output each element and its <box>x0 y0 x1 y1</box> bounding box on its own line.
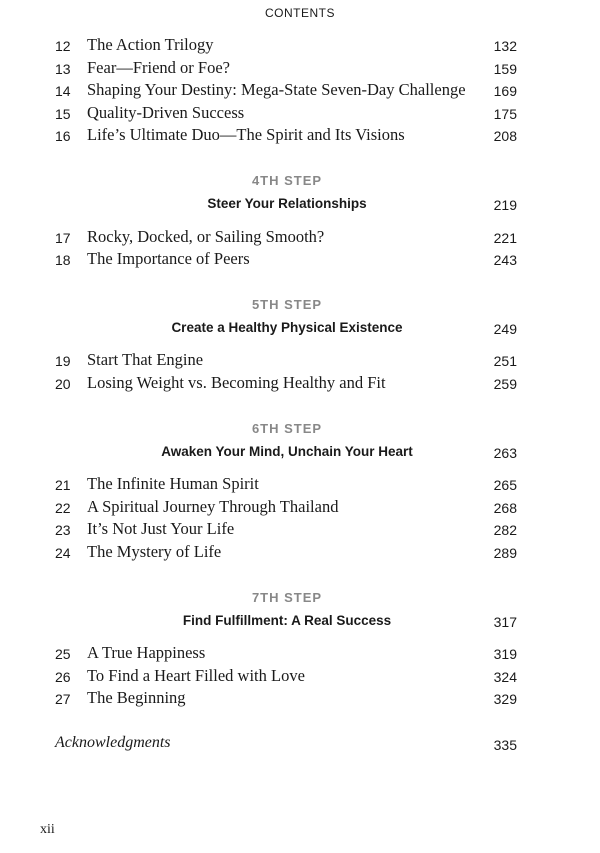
toc-entry[interactable] <box>0 542 600 564</box>
toc-entry[interactable] <box>0 519 600 541</box>
toc-entry[interactable] <box>0 80 600 102</box>
step-label: 7TH STEP <box>251 590 323 605</box>
page-number: 259 <box>493 376 517 392</box>
page-number: 132 <box>493 38 517 54</box>
part-heading[interactable] <box>0 442 600 464</box>
page-number: 219 <box>493 197 517 213</box>
step-label: 6TH STEP <box>251 421 323 436</box>
toc-entry[interactable] <box>0 643 600 665</box>
toc-entry[interactable] <box>0 350 600 372</box>
toc-entry[interactable] <box>0 373 600 395</box>
chapter-title: Fear—Friend or Foe? <box>87 58 230 77</box>
part-title: Awaken Your Mind, Unchain Your Heart <box>161 444 413 459</box>
chapter-number: 25 <box>55 646 71 662</box>
chapter-number: 13 <box>55 61 71 77</box>
page-number: 329 <box>493 691 517 707</box>
page-number: 319 <box>493 646 517 662</box>
part-heading[interactable] <box>0 194 600 216</box>
chapter-number: 24 <box>55 545 71 561</box>
chapter-number: 15 <box>55 106 71 122</box>
chapter-title: Shaping Your Destiny: Mega-State Seven-Day Challenge <box>87 80 466 99</box>
part-title: Find Fulfillment: A Real Success <box>182 613 392 628</box>
chapter-number: 27 <box>55 691 71 707</box>
toc-entry[interactable] <box>0 688 600 710</box>
page-number: 335 <box>493 737 517 753</box>
chapter-number: 12 <box>55 38 71 54</box>
page-number: 251 <box>493 353 517 369</box>
chapter-title: The Importance of Peers <box>87 249 250 268</box>
running-head: CONTENTS <box>265 6 335 20</box>
chapter-title: Start That Engine <box>87 350 204 369</box>
toc-entry[interactable] <box>0 125 600 147</box>
page-number: 265 <box>493 477 517 493</box>
page-number: 243 <box>493 252 517 268</box>
chapter-title: The Action Trilogy <box>87 35 214 54</box>
toc-entry[interactable] <box>0 497 600 519</box>
chapter-number: 22 <box>55 500 71 516</box>
chapter-title: To Find a Heart Filled with Love <box>87 666 305 685</box>
chapter-title: A True Happiness <box>87 643 206 662</box>
chapter-number: 18 <box>55 252 71 268</box>
toc-entry[interactable] <box>0 666 600 688</box>
acknowledgments-entry[interactable] <box>0 734 600 756</box>
step-label: 4TH STEP <box>251 173 323 188</box>
page-number: 159 <box>493 61 517 77</box>
toc-entry[interactable] <box>0 227 600 249</box>
page-number: 324 <box>493 669 517 685</box>
chapter-title: It’s Not Just Your Life <box>87 519 235 538</box>
chapter-number: 21 <box>55 477 71 493</box>
chapter-title: A Spiritual Journey Through Thailand <box>87 497 339 516</box>
part-title: Steer Your Relationships <box>207 196 367 211</box>
toc-entry[interactable] <box>0 35 600 57</box>
acknowledgments-title: Acknowledgments <box>55 734 171 751</box>
chapter-number: 16 <box>55 128 71 144</box>
chapter-number: 20 <box>55 376 71 392</box>
chapter-title: The Beginning <box>87 688 186 707</box>
toc-entry[interactable] <box>0 249 600 271</box>
chapter-number: 19 <box>55 353 71 369</box>
chapter-number: 26 <box>55 669 71 685</box>
page-number: 249 <box>493 321 517 337</box>
page-number: 263 <box>493 445 517 461</box>
page-number: 169 <box>493 83 517 99</box>
page-number: 282 <box>493 522 517 538</box>
step-label: 5TH STEP <box>251 297 323 312</box>
page-number: 221 <box>493 230 517 246</box>
chapter-number: 23 <box>55 522 71 538</box>
chapter-title: Rocky, Docked, or Sailing Smooth? <box>87 227 325 246</box>
chapter-title: Losing Weight vs. Becoming Healthy and Fit <box>87 373 386 392</box>
toc-entry[interactable] <box>0 58 600 80</box>
chapter-number: 17 <box>55 230 71 246</box>
page-number: 268 <box>493 500 517 516</box>
part-heading[interactable] <box>0 611 600 633</box>
part-title: Create a Healthy Physical Existence <box>171 320 403 335</box>
part-heading[interactable] <box>0 318 600 340</box>
page-number: 175 <box>493 106 517 122</box>
folio: xii <box>40 822 55 837</box>
toc-entry[interactable] <box>0 103 600 125</box>
chapter-number: 14 <box>55 83 71 99</box>
chapter-title: The Infinite Human Spirit <box>87 474 259 493</box>
toc-entry[interactable] <box>0 474 600 496</box>
page-number: 208 <box>493 128 517 144</box>
chapter-title: Quality-Driven Success <box>87 103 245 122</box>
page-number: 317 <box>493 614 517 630</box>
chapter-title: Life’s Ultimate Duo—The Spirit and Its Visions <box>87 125 405 144</box>
chapter-title: The Mystery of Life <box>87 542 222 561</box>
page-number: 289 <box>493 545 517 561</box>
